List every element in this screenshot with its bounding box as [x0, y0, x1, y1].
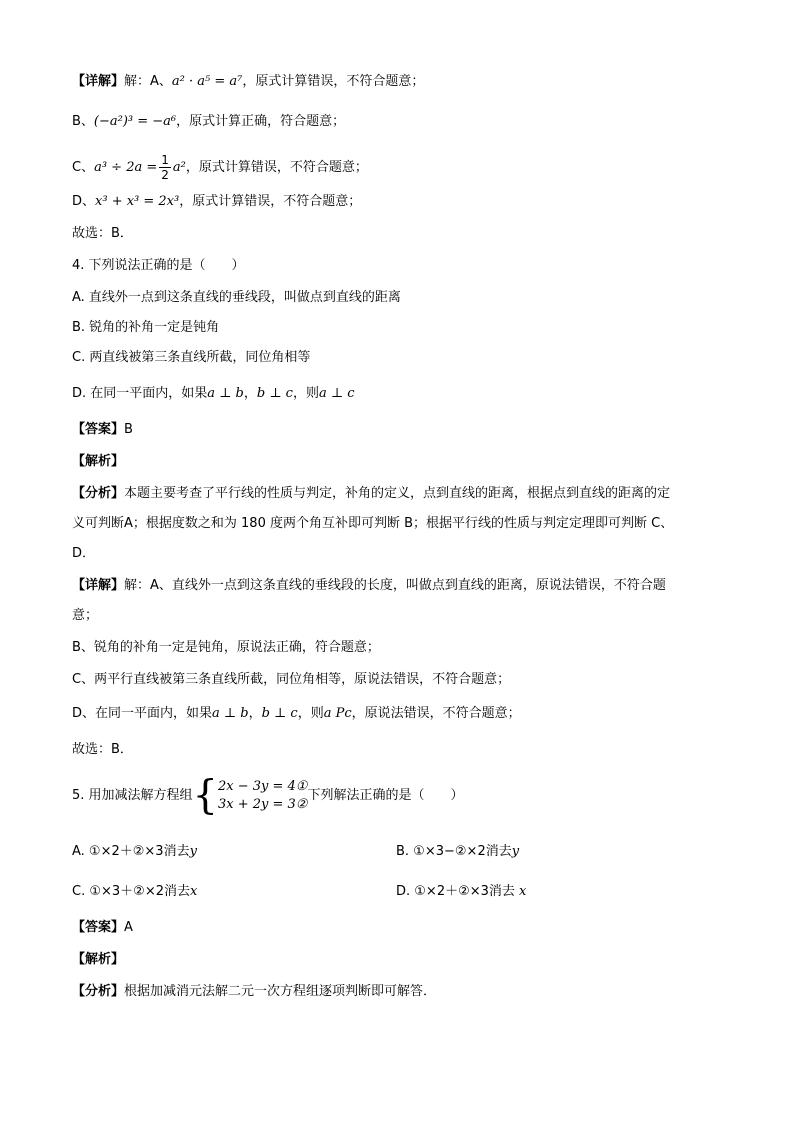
- math-expr: b ⊥ c: [261, 706, 298, 721]
- math-var: y: [189, 844, 197, 859]
- q5-analysis-title: 【解析】: [72, 952, 125, 967]
- q3-detail-c: [72, 152, 368, 184]
- math-expr: x³ + x³ = 2x³: [95, 194, 180, 209]
- math-var: y: [511, 844, 520, 859]
- q4-option-c: C. 两直线被第三条直线所截，同位角相等: [72, 350, 311, 365]
- math-expr: (−a²)³ = −a⁶: [93, 114, 177, 129]
- detail-text: ，原式计算错误，不符合题意；: [185, 160, 368, 175]
- detail-prefix: C、: [72, 160, 95, 175]
- detail-text: ，则: [297, 706, 324, 721]
- q5-option-d: [396, 882, 526, 902]
- analysis-text: 本题主要考查了平行线的性质与判定，补角的定义，点到直线的距离，根据点到直线的距离的定: [124, 486, 671, 501]
- q5-option-a: [72, 842, 197, 862]
- fraction: [159, 153, 171, 182]
- option-text: A. ①×2＋②×3消去: [72, 844, 190, 859]
- equation-system: [218, 778, 307, 814]
- fraction-denominator: 2: [161, 168, 169, 182]
- stem-text: 5. 用加减法解方程组: [72, 788, 193, 803]
- q4-detail-b: B、锐角的补角一定是钝角，原说法正确，符合题意；: [72, 640, 380, 655]
- option-text: ，则: [292, 386, 319, 401]
- detail-text: ，原式计算正确，符合题意；: [176, 114, 346, 129]
- equation-1: 2x − 3y = 4①: [218, 778, 308, 794]
- q4-answer: [72, 420, 133, 440]
- detail-prefix: B、: [72, 114, 94, 129]
- math-expr: a² · a⁵ = a⁷: [171, 74, 243, 89]
- detail-text: ，原式计算错误，不符合题意；: [179, 194, 362, 209]
- q4-conclusion: 故选：B．: [72, 742, 133, 757]
- detail-text: D、在同一平面内，如果: [72, 706, 213, 721]
- math-expr: a ⊥ b: [212, 706, 249, 721]
- q4-stem: 4. 下列说法正确的是（ ）: [72, 258, 245, 273]
- q3-detail-a: [72, 72, 424, 92]
- q3-detail-d: [72, 192, 361, 212]
- math-expr: b ⊥ c: [256, 386, 293, 401]
- math-var: x: [189, 884, 198, 899]
- q4-detail-line1: [72, 576, 666, 596]
- analysis-text: 根据加减消元法解二元一次方程组逐项判断即可解答．: [124, 984, 437, 999]
- detail-tag: 【详解】: [72, 578, 125, 593]
- q4-option-b: B. 锐角的补角一定是钝角: [72, 320, 220, 335]
- q4-detail-d: [72, 704, 521, 724]
- analysis-tag: 【分析】: [72, 984, 125, 999]
- q5-option-b: [396, 842, 519, 862]
- q5-option-c: [72, 882, 197, 902]
- stem-text: 下列解法正确的是（ ）: [307, 788, 464, 803]
- separator: ，: [248, 706, 262, 721]
- option-text: D. ①×2＋②×3消去: [396, 884, 520, 899]
- q3-conclusion: 故选：B．: [72, 226, 133, 241]
- detail-text: 解：A、直线外一点到这条直线的垂线段的长度，叫做点到直线的距离，原说法错误，不符合题: [124, 578, 666, 593]
- answer-value: B: [124, 422, 133, 437]
- analysis-tag: 【分析】: [72, 486, 125, 501]
- q4-analysis-line2: 义可判断A；根据度数之和为 180 度两个角互补即可判断 B；根据平行线的性质与判定定理即可判断 C、: [72, 516, 674, 531]
- math-expr: a²: [172, 160, 186, 175]
- q4-analysis-title: 【解析】: [72, 454, 125, 469]
- math-expr: a Pc: [323, 706, 352, 721]
- option-text: D. 在同一平面内，如果: [72, 386, 208, 401]
- answer-tag: 【答案】: [72, 920, 125, 935]
- option-text: B. ①×3−②×2消去: [396, 844, 512, 859]
- detail-prefix: D、: [72, 194, 96, 209]
- q5-stem: [72, 774, 463, 818]
- detail-text: ，原式计算错误，不符合题意；: [242, 74, 425, 89]
- q4-analysis-line1: [72, 484, 670, 504]
- math-var: x: [519, 884, 527, 899]
- q4-option-d: [72, 384, 355, 404]
- q3-detail-b: [72, 112, 345, 132]
- equation-2: 3x + 2y = 3②: [218, 796, 308, 812]
- fraction-numerator: 1: [161, 153, 169, 167]
- math-expr: a³ ÷ 2a =: [94, 160, 158, 175]
- math-expr: a ⊥ b: [207, 386, 244, 401]
- option-text: C. ①×3＋②×2消去: [72, 884, 190, 899]
- detail-tag: 【详解】: [72, 74, 125, 89]
- separator: ，: [243, 386, 257, 401]
- math-expr: a ⊥ c: [318, 386, 355, 401]
- q4-detail-line2: 意；: [72, 608, 99, 623]
- q5-answer: [72, 918, 133, 938]
- detail-prefix: 解：A、: [124, 74, 172, 89]
- detail-text: ，原说法错误，不符合题意；: [351, 706, 521, 721]
- brace-icon: {: [192, 772, 218, 819]
- q4-option-a: A. 直线外一点到这条直线的垂线段，叫做点到直线的距离: [72, 290, 401, 305]
- answer-tag: 【答案】: [72, 422, 125, 437]
- answer-value: A: [124, 920, 133, 935]
- q4-analysis-line3: D．: [72, 546, 96, 561]
- q4-detail-c: C、两平行直线被第三条直线所截，同位角相等，原说法错误，不符合题意；: [72, 672, 511, 687]
- q5-analysis: [72, 982, 436, 1002]
